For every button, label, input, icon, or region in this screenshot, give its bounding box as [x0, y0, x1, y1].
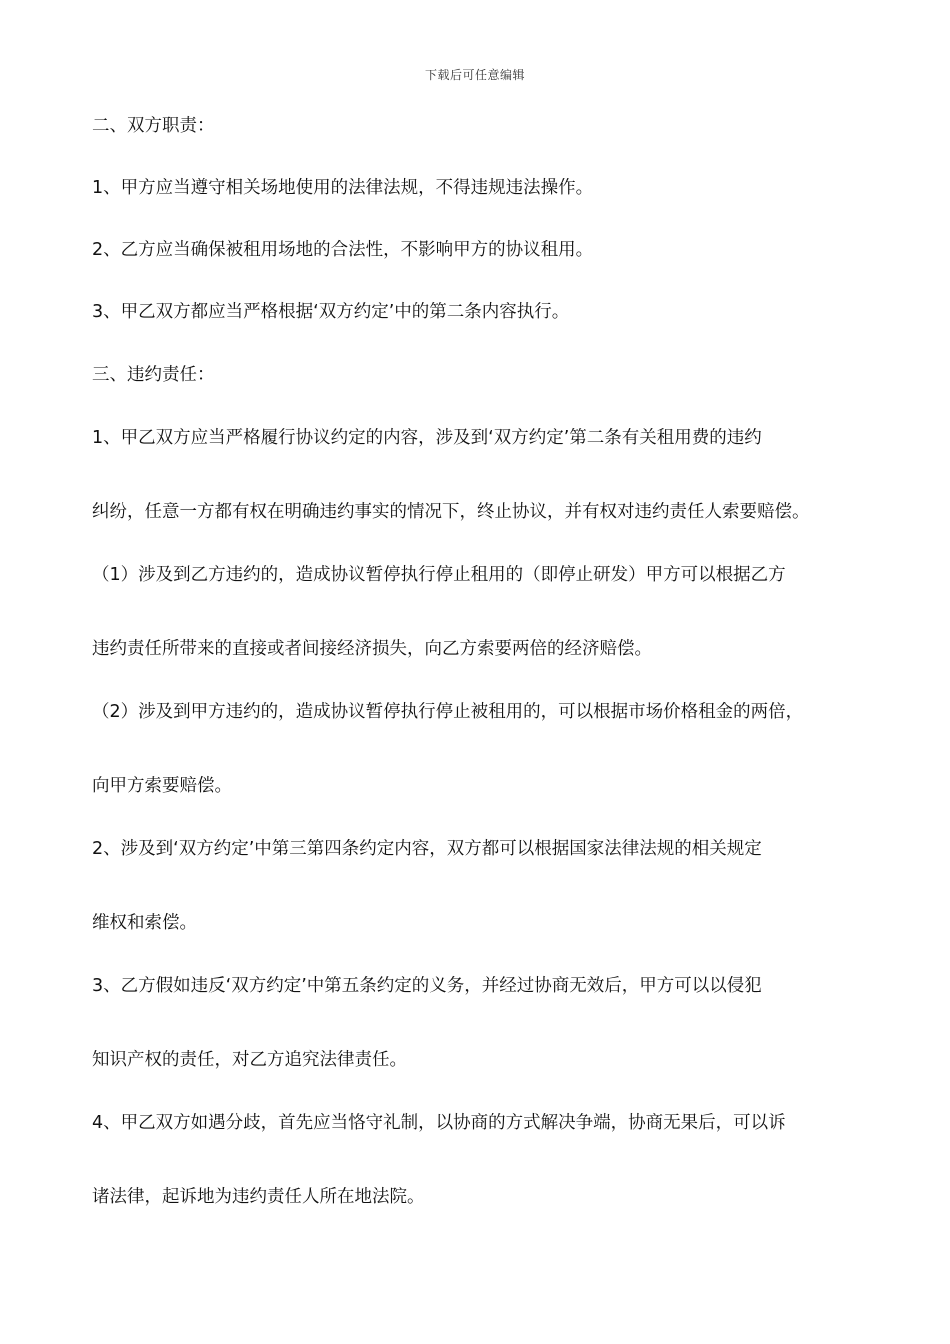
duty-item-1: 1、甲方应当遵守相关场地使用的法律法规，不得违规违法操作。	[92, 178, 594, 198]
section-heading-liability: 三、违约责任：	[92, 365, 215, 385]
liability-subitem-2-line-2: 向甲方索要赔偿。	[92, 776, 232, 796]
liability-item-4-line-1: 4、甲乙双方如遇分歧，首先应当恪守礼制，以协商的方式解决争端，协商无果后，可以诉	[92, 1113, 786, 1133]
liability-subitem-2-line-1: （2）涉及到甲方违约的，造成协议暂停执行停止被租用的，可以根据市场价格租金的两倍，	[92, 702, 804, 722]
liability-subitem-1-line-1: （1）涉及到乙方违约的，造成协议暂停执行停止租用的（即停止研发）甲方可以根据乙方	[92, 565, 786, 585]
liability-item-2-line-1: 2、涉及到‘双方约定’中第三第四条约定内容，双方都可以根据国家法律法规的相关规定	[92, 839, 762, 859]
liability-item-4-line-2: 诸法律，起诉地为违约责任人所在地法院。	[92, 1187, 425, 1207]
duty-item-3: 3、甲乙双方都应当严格根据‘双方约定’中的第二条内容执行。	[92, 302, 570, 322]
liability-item-1-line-1: 1、甲乙双方应当严格履行协议约定的内容，涉及到‘双方约定’第二条有关租用费的违约	[92, 428, 762, 448]
liability-item-3-line-2: 知识产权的责任，对乙方追究法律责任。	[92, 1050, 407, 1070]
liability-item-2-line-2: 维权和索偿。	[92, 913, 197, 933]
page-header: 下载后可任意编辑	[424, 68, 525, 82]
section-heading-duties: 二、双方职责：	[92, 116, 215, 136]
liability-item-3-line-1: 3、乙方假如违反‘双方约定’中第五条约定的义务，并经过协商无效后，甲方可以以侵犯	[92, 976, 762, 996]
duty-item-2: 2、乙方应当确保被租用场地的合法性，不影响甲方的协议租用。	[92, 240, 594, 260]
liability-item-1-line-2: 纠纷，任意一方都有权在明确违约事实的情况下，终止协议，并有权对违约责任人索要赔偿。	[92, 502, 810, 522]
liability-subitem-1-line-2: 违约责任所带来的直接或者间接经济损失，向乙方索要两倍的经济赔偿。	[92, 639, 652, 659]
